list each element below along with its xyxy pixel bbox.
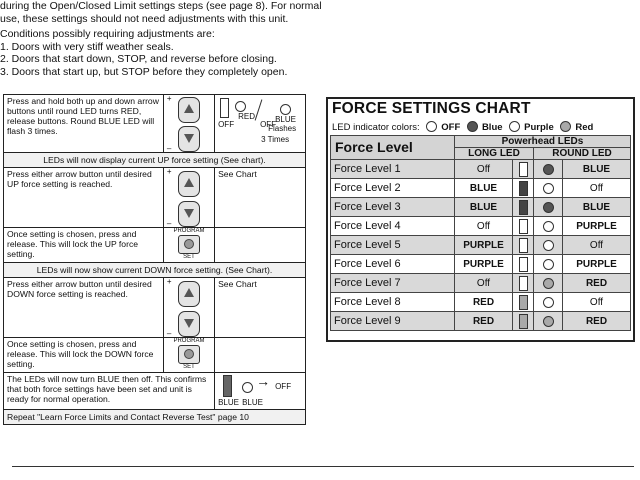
round-led-icon [534,160,563,179]
long-led-value: Off [455,160,513,179]
step-5-text: Once setting is chosen, press and release. This will lock the DOWN force setting. [4,338,164,373]
arrow-buttons-pic [163,168,214,228]
intro-text [0,0,620,78]
down-arrow-icon [178,126,200,152]
led-blue-label: BLUE [218,398,239,407]
led-red-label: RED [238,112,255,121]
up-force-band: LEDs will now display current UP force setting (See chart). [4,153,306,168]
force-level-header: Force Level [331,136,455,160]
long-led-icon [223,375,232,397]
round-led-icon [280,104,291,115]
led-flashes-label: Flashes [268,124,297,133]
set-label: SET [183,254,195,260]
force-level-row [331,160,631,179]
led-times-label: 3 Times [261,135,290,144]
arrow-buttons-pic [163,95,214,153]
force-level-row [331,236,631,255]
step-row [4,168,306,228]
round-led-icon [534,217,563,236]
force-level-row [331,198,631,217]
round-led-icon [235,101,246,112]
force-level-row [331,312,631,331]
step-6-text: The LEDs will now turn BLUE then off. This confirms that both force settings have been set and unit is ready for normal operation. [4,373,215,410]
arrow-right-icon: → [256,373,271,389]
led-blue-label: BLUE [242,398,263,407]
long-led-value: BLUE [455,179,513,198]
minus-sign: – [166,144,172,153]
program-button-icon [178,235,200,254]
long-led-icon [513,255,534,274]
long-led-icon [513,274,534,293]
long-led-value: RED [455,312,513,331]
force-level-row [331,274,631,293]
long-led-icon [513,236,534,255]
force-level-row [331,217,631,236]
legend-label: LED indicator colors: [332,122,420,133]
round-led-header: ROUND LED [534,148,631,160]
long-led-value: RED [455,293,513,312]
round-led-value: Off [563,179,631,198]
minus-sign: – [166,329,172,338]
up-arrow-icon [178,171,200,197]
force-level-label: Force Level 9 [331,312,455,331]
round-led-value: BLUE [563,160,631,179]
up-arrow-icon [178,281,200,307]
step-row [4,338,306,373]
force-level-label: Force Level 4 [331,217,455,236]
red-dot-icon [560,121,571,132]
force-level-row [331,255,631,274]
round-led-value: PURPLE [563,255,631,274]
led-off-label: OFF [218,120,235,129]
down-arrow-icon [178,311,200,337]
force-level-label: Force Level 6 [331,255,455,274]
long-led-value: Off [455,274,513,293]
legend-blue: Blue [481,122,503,133]
program-button-pic [163,228,214,263]
step-row [4,95,306,153]
led-off2-label: OFF [260,120,277,129]
purple-dot-icon [509,121,520,132]
step-row [4,278,306,338]
divider-slash [255,99,263,120]
see-chart-label: See Chart [215,278,306,338]
led-sequence-6 [215,373,306,410]
down-force-band: LEDs will now show current DOWN force setting. (See Chart). [4,263,306,278]
led-off-label: OFF [275,382,292,391]
round-led-icon [242,382,253,393]
program-label: PROGRAM [173,228,205,234]
round-led-value: PURPLE [563,217,631,236]
legend-off: OFF [441,122,461,133]
program-button-icon [178,345,200,364]
round-led-icon [534,274,563,293]
round-led-value: Off [563,236,631,255]
round-led-icon [534,255,563,274]
up-arrow-icon [178,97,200,123]
step-row [4,373,306,410]
round-led-icon [534,179,563,198]
round-led-value: BLUE [563,198,631,217]
off-dot-icon [426,121,437,132]
plus-sign: + [166,167,172,176]
long-led-icon [513,198,534,217]
long-led-value: PURPLE [455,236,513,255]
round-led-value: Off [563,293,631,312]
intro-line-2: use, these settings should not need adjustments with this unit. [0,12,289,25]
force-level-label: Force Level 8 [331,293,455,312]
force-level-row [331,179,631,198]
set-label: SET [183,364,195,370]
round-led-icon [534,236,563,255]
plus-sign: + [166,94,172,103]
long-led-value: PURPLE [455,255,513,274]
step-3-text: Once setting is chosen, press and release. This will lock the UP force setting. [4,228,164,263]
round-led-icon [534,312,563,331]
long-led-icon [513,312,534,331]
round-led-value: RED [563,274,631,293]
force-level-label: Force Level 1 [331,160,455,179]
program-button-pic [163,338,214,373]
condition-3: 3. Doors that start up, but STOP before they completely open. [0,65,288,78]
powerhead-leds-header: Powerhead LEDs [455,136,631,148]
step-2-text: Press either arrow button until desired UP force setting is reached. [4,168,164,228]
down-arrow-icon [178,201,200,227]
step-1-text: Press and hold both up and down arrow buttons until round LED turns RED, release buttons. Round BLUE LED will flash 3 times. [4,95,164,153]
long-led-header: LONG LED [455,148,534,160]
led-blue-label: BLUE [275,115,296,124]
condition-2: 2. Doors that start down, STOP, and reverse before closing. [0,53,277,65]
round-led-icon [534,293,563,312]
arrow-buttons-pic [163,278,214,338]
minus-sign: – [166,219,172,228]
force-level-row [331,293,631,312]
program-label: PROGRAM [173,338,205,344]
force-level-table [330,135,631,331]
long-led-icon [513,293,534,312]
plus-sign: + [166,277,172,286]
led-color-legend [328,118,633,135]
long-led-icon [513,217,534,236]
long-led-icon [220,98,229,118]
legend-purple: Purple [524,122,554,133]
blue-dot-icon [467,121,478,132]
round-led-value: RED [563,312,631,331]
force-level-label: Force Level 5 [331,236,455,255]
force-level-label: Force Level 2 [331,179,455,198]
step-4-text: Press either arrow button until desired DOWN force setting is reached. [4,278,164,338]
force-settings-chart [326,97,635,342]
divider-line [12,466,634,467]
long-led-icon [513,179,534,198]
force-steps-table [3,94,306,425]
force-level-label: Force Level 3 [331,198,455,217]
force-level-label: Force Level 7 [331,274,455,293]
see-chart-label: See Chart [215,168,306,228]
round-led-icon [534,198,563,217]
step-row [4,228,306,263]
condition-1: 1. Doors with very stiff weather seals. [0,40,174,53]
chart-title: FORCE SETTINGS CHART [332,100,531,117]
led-sequence-1 [215,95,306,153]
legend-red: Red [575,122,594,133]
long-led-value: BLUE [455,198,513,217]
conditions-title: Conditions possibly requiring adjustments are: [0,28,215,40]
long-led-icon [513,160,534,179]
intro-line-1: during the Open/Closed Limit settings steps (see page 8). For normal [0,0,322,12]
repeat-test-note: Repeat "Learn Force Limits and Contact Reverse Test" page 10 [4,410,306,425]
long-led-value: Off [455,217,513,236]
